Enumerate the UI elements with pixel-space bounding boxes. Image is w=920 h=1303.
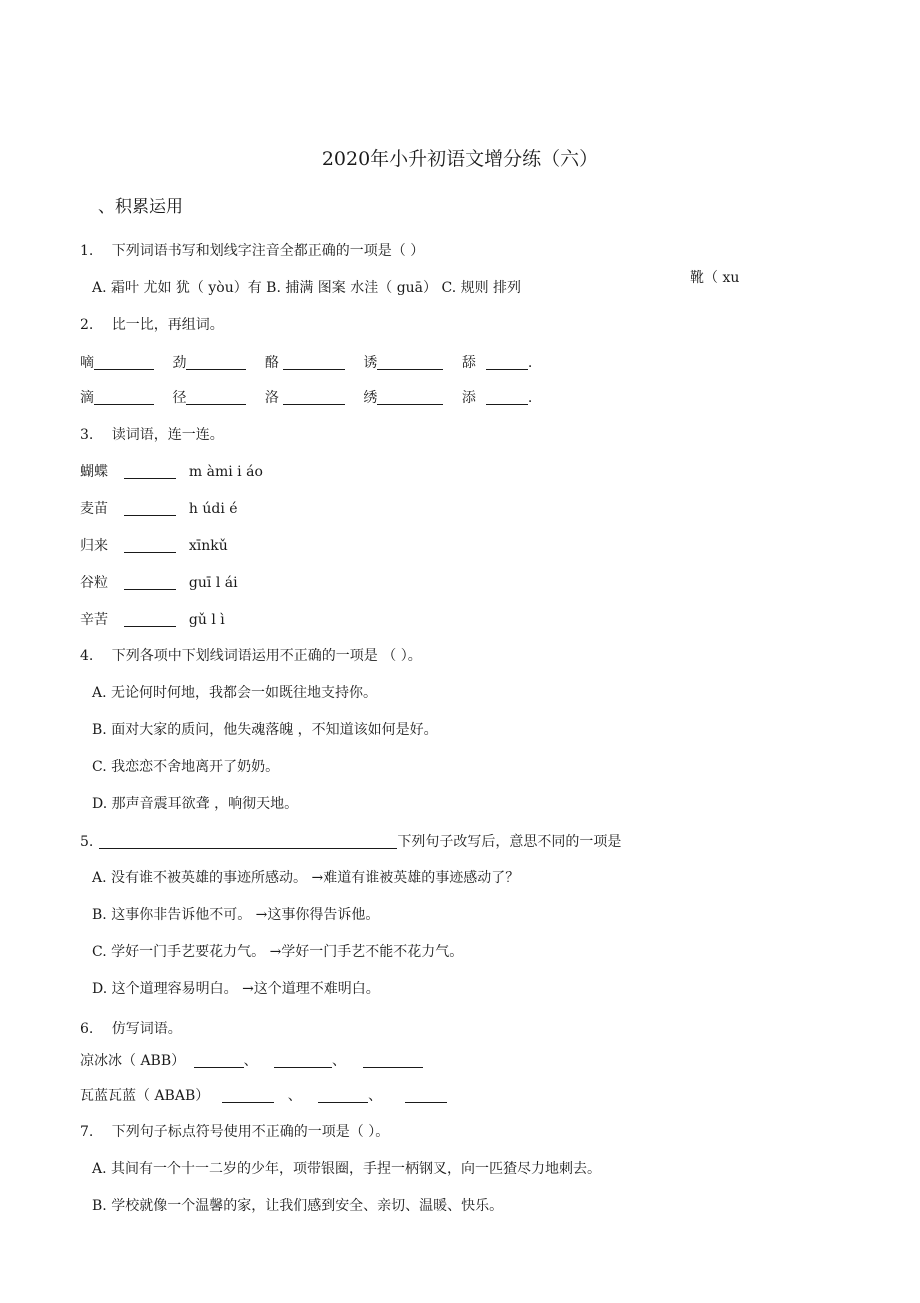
- question-1-options: A. 霜叶 尤如 犹（ yòu）有 B. 捕满 图案 水洼（ guā） C. 规则 排列: [92, 280, 522, 296]
- question-2-row-2: 滴 径 洛 绣 添 .: [80, 390, 533, 406]
- question-1-side-note: 靴（ xu: [690, 270, 740, 286]
- blank[interactable]: [186, 355, 246, 370]
- pattern-label: 瓦蓝瓦蓝（ ABAB）: [80, 1088, 210, 1104]
- question-4-option-c: C. 我恋恋不舍地离开了奶奶。: [92, 759, 280, 775]
- char: 绣: [363, 390, 378, 406]
- match-line[interactable]: [124, 575, 176, 590]
- blank[interactable]: [363, 1053, 423, 1068]
- match-row: [80, 464, 263, 479]
- question-6-line-2: [80, 1088, 447, 1103]
- blank[interactable]: [486, 355, 528, 370]
- section-heading: 、积累运用: [98, 197, 183, 217]
- page-title: 2020年小升初语文增分练（六）: [321, 148, 599, 170]
- match-row: [80, 538, 228, 553]
- blank[interactable]: [222, 1088, 274, 1103]
- separator: 、: [332, 1053, 347, 1069]
- question-7-stem: 7. 下列句子标点符号使用不正确的一项是（ ）。: [80, 1124, 390, 1140]
- match-pinyin: h údi é: [188, 501, 238, 517]
- blank[interactable]: [377, 390, 443, 405]
- blank[interactable]: [274, 1053, 332, 1068]
- match-line[interactable]: [124, 501, 176, 516]
- question-6-stem: 6. 仿写词语。: [80, 1021, 182, 1037]
- char: 诱: [363, 355, 378, 371]
- match-word: 辛苦: [80, 612, 108, 628]
- question-4-option-d: D. 那声音震耳欲聋 ，响彻天地。: [92, 796, 299, 812]
- match-line[interactable]: [124, 538, 176, 553]
- match-pinyin: gǔ l ì: [188, 612, 225, 628]
- match-line[interactable]: [124, 464, 176, 479]
- blank[interactable]: [405, 1088, 447, 1103]
- question-6-line-1: [80, 1053, 423, 1068]
- match-word: 麦苗: [80, 501, 108, 517]
- match-word: 蝴蝶: [80, 464, 108, 480]
- separator: 、: [368, 1088, 383, 1104]
- match-pinyin: xīnkǔ: [188, 538, 228, 554]
- question-2-stem: 2. 比一比，再组词。: [80, 317, 224, 333]
- char: 酪: [264, 355, 279, 371]
- blank[interactable]: [283, 355, 345, 370]
- answer-blank[interactable]: [99, 834, 397, 849]
- char: 洛: [264, 390, 279, 406]
- question-7-option-a: A. 其间有一个十一二岁的少年，项带银圈，手捏一柄钢叉，向一匹猹尽力地刺去。: [92, 1161, 602, 1177]
- separator: 、: [287, 1088, 302, 1104]
- char: 嘀: [80, 355, 94, 371]
- separator: 、: [243, 1053, 258, 1069]
- blank[interactable]: [186, 390, 246, 405]
- question-5-option-a: A. 没有谁不被英雄的事迹所感动。 →难道有谁被英雄的事迹感动了？: [92, 870, 520, 886]
- match-word: 谷粒: [80, 575, 108, 591]
- char: 径: [172, 390, 187, 406]
- blank[interactable]: [283, 390, 345, 405]
- question-5-number: 5.: [80, 834, 94, 850]
- match-word: 归来: [80, 538, 108, 554]
- match-line[interactable]: [124, 612, 176, 627]
- question-4-option-a: A. 无论何时何地，我都会一如既往地支持你。: [92, 685, 378, 701]
- match-row: [80, 612, 225, 627]
- pattern-label: 凉冰冰（ ABB）: [80, 1053, 186, 1069]
- question-5-stem: 下列句子改写后，意思不同的一项是: [397, 834, 622, 850]
- match-pinyin: m àmi i áo: [188, 464, 263, 480]
- match-row: [80, 575, 238, 590]
- blank[interactable]: [486, 390, 528, 405]
- char: 添: [461, 390, 476, 406]
- question-3-stem: 3. 读词语，连一连。: [80, 427, 224, 443]
- blank[interactable]: [377, 355, 443, 370]
- blank[interactable]: [194, 1053, 244, 1068]
- question-4-stem: 4. 下列各项中下划线词语运用不正确的一项是 （ ）。: [80, 648, 422, 664]
- question-5-stem-row: [80, 834, 621, 849]
- match-pinyin: guī l ái: [188, 575, 238, 591]
- blank[interactable]: [94, 390, 154, 405]
- question-2-row-1: 嘀 劲 酪 诱 舔 .: [80, 355, 533, 371]
- char: 舔: [461, 355, 476, 371]
- question-5-option-d: D. 这个道理容易明白。 →这个道理不难明白。: [92, 981, 380, 997]
- blank[interactable]: [94, 355, 154, 370]
- char: 劲: [172, 355, 187, 371]
- question-1-stem: 1. 下列词语书写和划线字注音全都正确的一项是（ ）: [80, 243, 425, 259]
- question-7-option-b: B. 学校就像一个温馨的家，让我们感到安全、亲切、温暖、快乐。: [92, 1198, 504, 1214]
- question-5-option-b: B. 这事你非告诉他不可。 →这事你得告诉他。: [92, 907, 380, 923]
- question-5-option-c: C. 学好一门手艺要花力气。 →学好一门手艺不能不花力气。: [92, 944, 464, 960]
- char: 滴: [80, 390, 94, 406]
- match-row: [80, 501, 238, 516]
- blank[interactable]: [318, 1088, 368, 1103]
- question-4-option-b: B. 面对大家的质问，他失魂落魄 ，不知道该如何是好。: [92, 722, 438, 738]
